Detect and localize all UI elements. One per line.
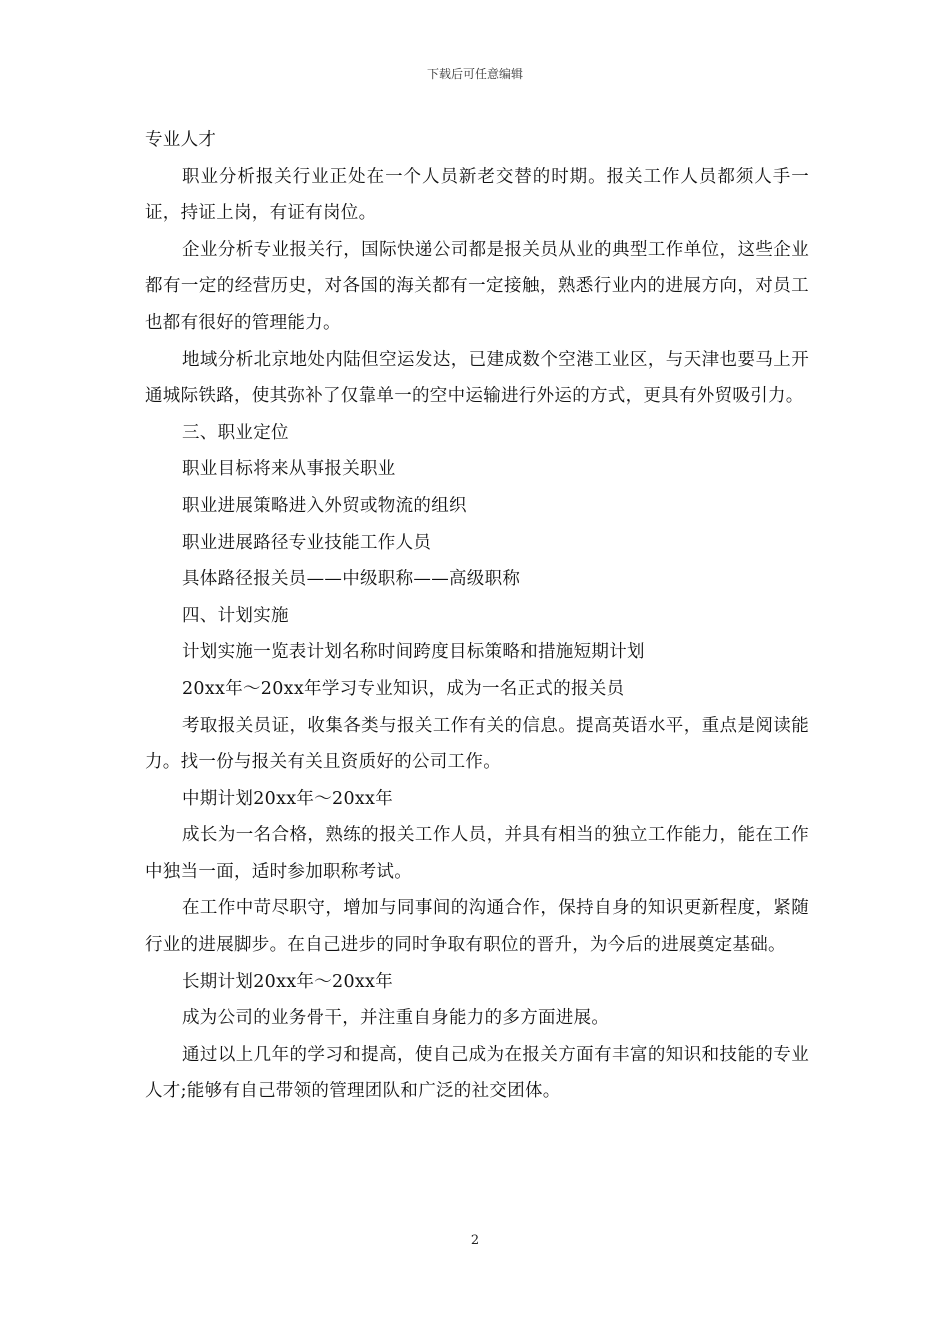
paragraph-1: 专业人才 — [145, 130, 217, 150]
paragraph-4: 地域分析北京地处内陆但空运发达，已建成数个空港工业区，与天津也要马上开通城际铁路，使其弥补了仅靠单一的空中运输进行外运的方式，更具有外贸吸引力。 — [145, 349, 809, 407]
paragraph-16: 在工作中苛尽职守，增加与同事间的沟通合作，保持自身的知识更新程度，紧随行业的进展脚步。在自己进步的同时争取有职位的晋升，为今后的进展奠定基础。 — [145, 898, 809, 956]
document-body — [145, 122, 809, 1110]
paragraph-15: 成长为一名合格，熟练的报关工作人员，并具有相当的独立工作能力，能在工作中独当一面，适时参加职称考试。 — [145, 825, 809, 882]
paragraph-8: 职业进展路径专业技能工作人员 — [182, 532, 432, 553]
page-number: 2 — [470, 1233, 480, 1248]
paragraph-17: 长期计划20xx年～20xx年 — [182, 971, 394, 992]
paragraph-6: 职业目标将来从事报关职业 — [182, 459, 396, 480]
paragraph-14: 中期计划20xx年～20xx年 — [182, 788, 394, 809]
paragraph-13: 考取报关员证，收集各类与报关工作有关的信息。提高英语水平，重点是阅读能力。找一份与报关有关且资质好的公司工作。 — [145, 715, 809, 773]
paragraph-3: 企业分析专业报关行，国际快递公司都是报关员从业的典型工作单位，这些企业都有一定的经营历史，对各国的海关都有一定接触，熟悉行业内的进展方向，对员工也都有很好的管理能力。 — [145, 239, 809, 333]
page-header: 下载后可任意编辑 — [426, 67, 523, 81]
paragraph-9: 具体路径报关员——中级职称——高级职称 — [182, 569, 521, 590]
section-heading-plan-implementation: 四、计划实施 — [182, 605, 289, 626]
paragraph-19: 通过以上几年的学习和提高，使自己成为在报关方面有丰富的知识和技能的专业人才;能够有自己带领的管理团队和广泛的社交团体。 — [145, 1044, 809, 1102]
paragraph-18: 成为公司的业务骨干，并注重自身能力的多方面进展。 — [182, 1008, 610, 1029]
paragraph-7: 职业进展策略进入外贸或物流的组织 — [182, 495, 467, 516]
paragraph-2: 职业分析报关行业正处在一个人员新老交替的时期。报关工作人员都须人手一证，持证上岗，有证有岗位。 — [145, 166, 809, 224]
paragraph-12: 20xx年～20xx年学习专业知识，成为一名正式的报关员 — [182, 678, 625, 699]
section-heading-career-positioning: 三、职业定位 — [182, 422, 289, 443]
paragraph-11: 计划实施一览表计划名称时间跨度目标策略和措施短期计划 — [182, 642, 645, 663]
